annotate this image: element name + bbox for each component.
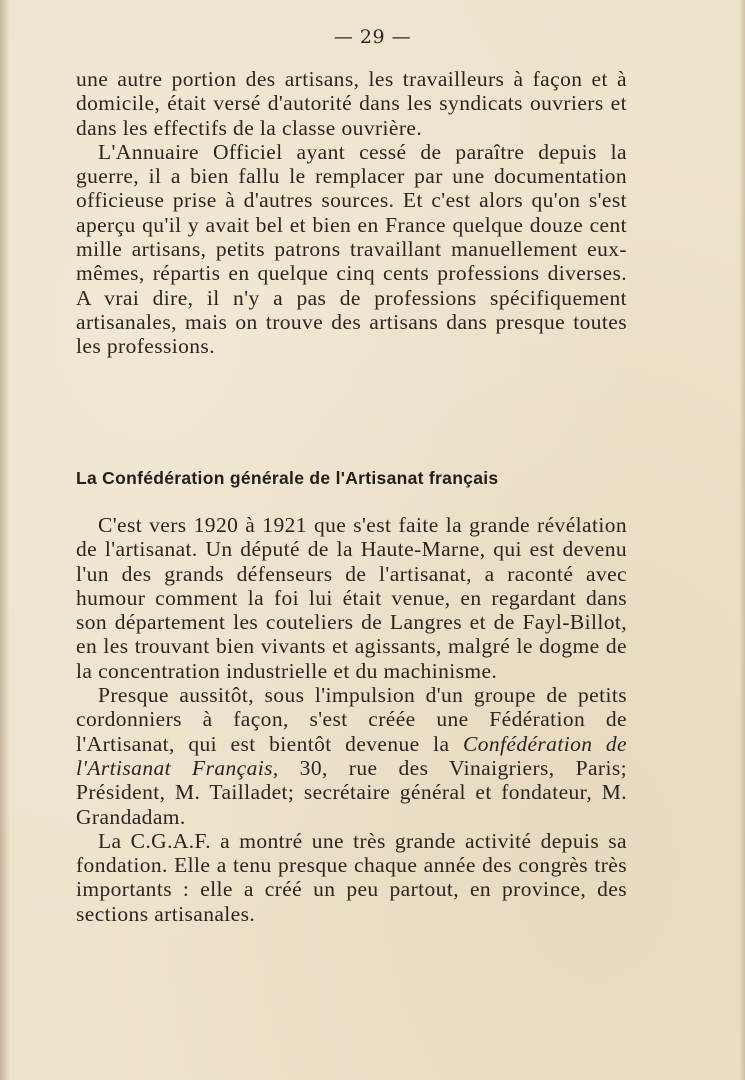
confederation-name: Confédération de l'Artisanat Français [76, 731, 627, 780]
paragraph-cgaf: La C.G.A.F. a montré une très grande activité depuis sa fondation. Elle a tenu presque chaque année des congrès très importants : elle a créé un peu partout, en province, des sections artisanales. [76, 828, 627, 926]
paragraph-annuaire: L'Annuaire Officiel ayant cessé de paraître depuis la guerre, il a bien fallu le remplacer par une documentation officieuse prise à d'autres sources. Et c'est alors qu'on s'est aperçu qu'il y avait bel et bien en France quelque douze cent mille artisans, petits patrons travaillant manuellement eux-mêmes, répartis en quelque cinq cents professions diverses. A vrai dire, il n'y a pas de professions spécifiquement artisanales, mais on trouve des artisans dans presque toutes les professions. [76, 139, 627, 359]
federation-text-start: Presque aussitôt, sous l'impulsion d'un groupe de petits cordonniers à façon, s'est créée une Fédération de l'Artisanat, qui est bientôt devenue la [76, 683, 627, 756]
page-edge-shadow [739, 0, 745, 1080]
page-number: — 29 — [333, 26, 412, 48]
page-binding-shadow [0, 0, 10, 1080]
text-block-bottom [76, 513, 627, 926]
paragraph-federation [76, 683, 627, 829]
paragraph-revelation: C'est vers 1920 à 1921 que s'est faite la grande révélation de l'artisanat. Un député de la Haute-Marne, qui est devenu l'un des grands défenseurs de l'artisanat, a raconté avec humour comment la foi lui était venue, en regardant dans son département les couteliers de Langres et de Fayl-Billot, en les trouvant bien vivants et agissants, malgré le dogme de la concentration industrielle et du machinisme. [76, 513, 627, 683]
section-heading: La Confédération générale de l'Artisanat français [76, 468, 499, 488]
text-block-top [76, 67, 627, 359]
paragraph-continuation: une autre portion des artisans, les travailleurs à façon et à domicile, était versé d'autorité dans les syndicats ouvriers et dans les effectifs de la classe ouvrière. [76, 67, 627, 140]
federation-text-end: , 30, rue des Vinaigriers, Paris; Président, M. Tailladet; secrétaire général et fondateur, M. Grandadam. [76, 755, 627, 829]
